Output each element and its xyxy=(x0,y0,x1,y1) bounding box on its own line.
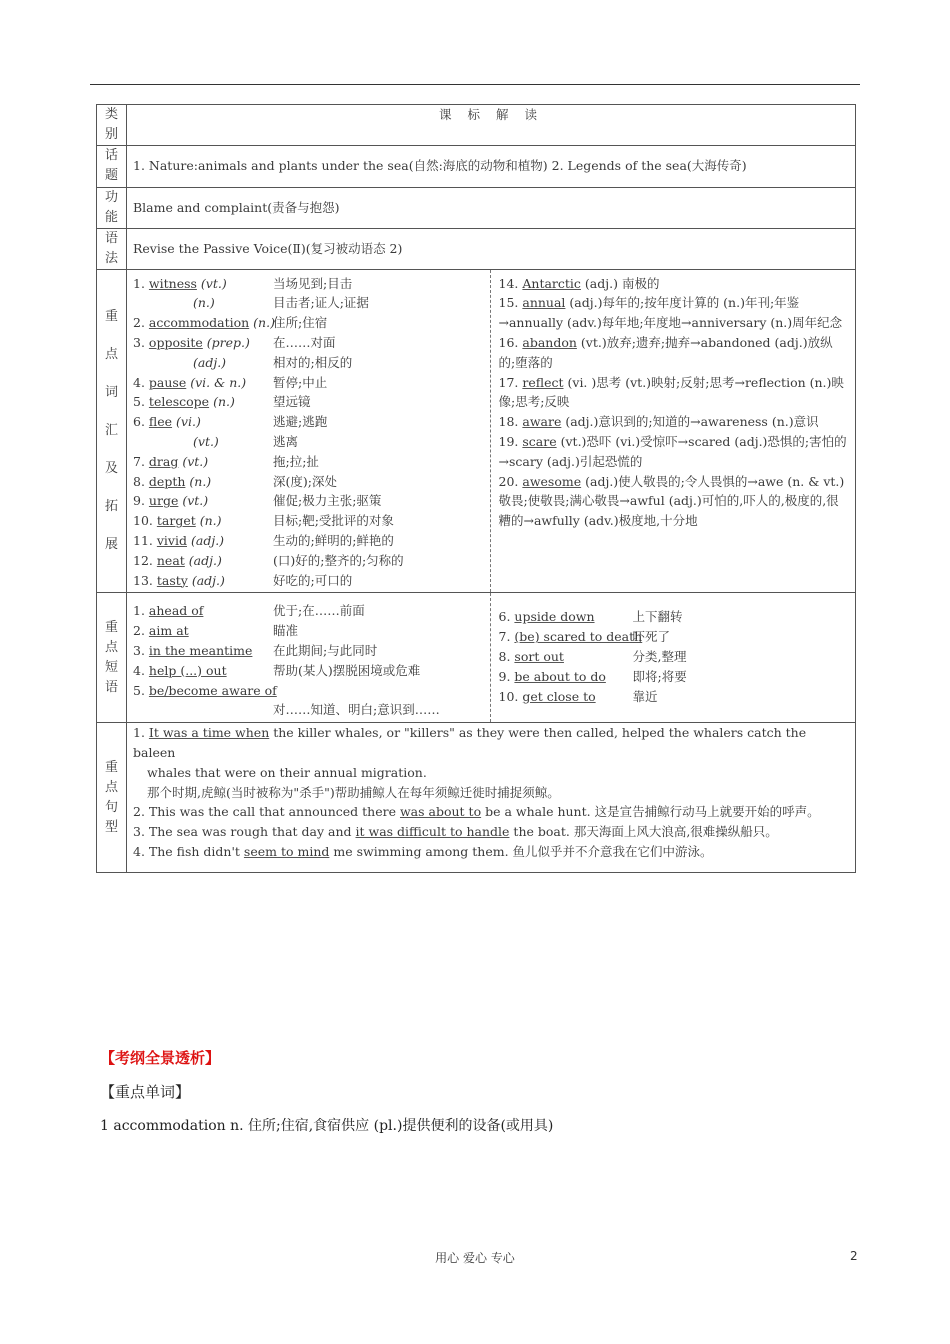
vocab-meaning: 目击者;证人;证据 xyxy=(273,295,369,311)
vocab-item xyxy=(133,472,484,492)
vocab-word: 4. pause (vi. & n.) xyxy=(133,374,247,390)
phrase-meaning xyxy=(273,681,484,701)
vocab-word: 8. depth (n.) xyxy=(133,473,212,489)
phrase-meaning: 在此期间;与此同时 xyxy=(273,642,378,658)
topic-row xyxy=(97,145,856,187)
sentence-1: 1. It was a time when the killer whales, or "killers" as they were then called, helped the whalers catch the baleen xyxy=(133,725,807,760)
vocab-item xyxy=(133,511,484,531)
sentence-1-cn: 那个时期,虎鲸(当时被称为"杀手")帮助捕鲸人在每年须鲸迁徙时捕捉须鲸。 xyxy=(147,784,560,800)
vocab-word: 5. telescope (n.) xyxy=(133,394,235,410)
sentences-row xyxy=(97,723,856,873)
vocab-item: 15. annual (adj.)每年的;按年度计算的 (n.)年刊;年鉴→annually (adv.)每年地;年度地→anniversary (n.)周年纪念 xyxy=(498,295,843,331)
vocab-item xyxy=(133,353,484,373)
section-title: 【考纲全景透析】 xyxy=(100,1049,221,1067)
vocab-item xyxy=(133,373,484,393)
phrases-row xyxy=(97,593,856,723)
vocab-item xyxy=(133,333,484,353)
phrase-item xyxy=(499,667,850,687)
sentences-cell xyxy=(127,723,856,873)
entry-text: 1 accommodation n. 住所;住宿,食宿供应 (pl.)提供便利的设备(或用具) xyxy=(100,1118,554,1134)
footer-text: 用心 爱心 专心 xyxy=(435,1251,515,1265)
topic-category: 话题 xyxy=(97,145,127,187)
vocab-word: 2. accommodation (n.) xyxy=(133,315,275,331)
vocab-item: 17. reflect (vi. )思考 (vt.)映射;反射;思考→reflection (n.)映像;思考;反映 xyxy=(498,374,844,410)
table-title: 课 标 解 读 xyxy=(127,105,856,146)
phrases-left-list xyxy=(133,593,491,722)
vocab-meaning: 住所;住宿 xyxy=(273,315,328,331)
grammar-row xyxy=(97,228,856,269)
phrase-meaning: 即将;将要 xyxy=(632,668,687,684)
vocab-item xyxy=(133,571,484,591)
vocab-row xyxy=(97,269,856,593)
phrase-item xyxy=(133,681,484,701)
phrase-text: 10. get close to xyxy=(498,688,596,704)
page-number: 2 xyxy=(850,1249,858,1263)
vocab-word: 7. drag (vt.) xyxy=(133,453,209,469)
phrases-right-list xyxy=(491,593,850,722)
vocab-meaning: 催促;极力主张;驱策 xyxy=(273,493,382,509)
vocab-item xyxy=(133,412,484,432)
phrase-item xyxy=(133,621,484,641)
vocab-word: 10. target (n.) xyxy=(133,513,222,529)
vocab-item: 14. Antarctic (adj.) 南极的 xyxy=(498,275,660,291)
vocab-meaning: 生动的;鲜明的;鲜艳的 xyxy=(273,532,394,548)
sentences-category-text: 重 点 句 型 xyxy=(104,759,118,835)
header-rule xyxy=(90,84,860,85)
phrase-item xyxy=(499,687,850,707)
vocab-item xyxy=(133,452,484,472)
phrase-item xyxy=(133,661,484,681)
phrase-meaning: 上下翻转 xyxy=(632,609,683,625)
vocab-item xyxy=(133,531,484,551)
phrase-item xyxy=(499,627,850,647)
table-header-row xyxy=(97,105,856,146)
vocab-word: 6. flee (vi.) xyxy=(133,414,201,430)
vocab-item: 18. aware (adj.)意识到的;知道的→awareness (n.)意识 xyxy=(498,414,819,430)
phrase-meaning: 瞄准 xyxy=(273,623,299,639)
phrase-text: 5. be/become aware of xyxy=(133,682,277,698)
vocab-meaning: 好吃的;可口的 xyxy=(273,572,353,588)
vocab-word: 11. vivid (adj.) xyxy=(133,532,225,548)
vocab-meaning: 拖;拉;扯 xyxy=(273,453,319,469)
phrase-item xyxy=(133,641,484,661)
vocab-item xyxy=(133,551,484,571)
vocab-left-list xyxy=(133,270,491,593)
vocab-meaning: 当场见到;目击 xyxy=(273,275,353,291)
phrase-meaning: 靠近 xyxy=(632,688,658,704)
phrase-text: 3. in the meantime xyxy=(133,642,253,658)
function-text: Blame and complaint(责备与抱怨) xyxy=(127,187,856,228)
vocab-word: 13. tasty (adj.) xyxy=(133,572,225,588)
phrase-text: 6. upside down xyxy=(498,609,595,625)
function-row xyxy=(97,187,856,228)
function-category: 功能 xyxy=(97,187,127,228)
sentence-3: 3. The sea was rough that day and it was difficult to handle the boat. 那天海面上风大浪高,很难操纵船只。 xyxy=(133,824,778,840)
vocab-meaning: (口)好的;整齐的;匀称的 xyxy=(273,552,404,568)
syllabus-table xyxy=(96,104,856,873)
phrase-meaning: 优于;在……前面 xyxy=(273,603,365,619)
sentence-2: 2. This was the call that announced there was about to be a whale hunt. 这是宣告捕鲸行动马上就要开始的呼声。 xyxy=(133,804,820,820)
vocab-item: 16. abandon (vt.)放弃;遗弃;抛弃→abandoned (adj.)放纵的;堕落的 xyxy=(498,334,833,370)
vocab-word: 1. witness (vt.) xyxy=(133,275,227,291)
vocab-word: 3. opposite (prep.) xyxy=(133,334,250,350)
category-header: 类别 xyxy=(97,105,127,146)
phrases-category xyxy=(97,593,127,723)
vocab-right-list xyxy=(491,270,850,593)
vocab-word: (adj.) xyxy=(193,354,227,370)
vocab-meaning: 相对的;相反的 xyxy=(273,354,353,370)
vocab-word: (vt.) xyxy=(193,433,219,449)
vocab-word: (n.) xyxy=(193,295,215,311)
vocab-item xyxy=(133,313,484,333)
phrase-tail: 对……知道、明白;意识到…… xyxy=(273,702,440,718)
vocab-category xyxy=(97,269,127,593)
vocab-meaning: 暂停;中止 xyxy=(273,374,328,390)
vocab-meaning: 深(度);深处 xyxy=(273,473,337,489)
vocab-item xyxy=(133,432,484,452)
vocab-meaning: 望远镜 xyxy=(273,394,311,410)
vocab-item xyxy=(133,491,484,511)
phrases-category-text: 重 点 短 语 xyxy=(104,619,118,695)
vocab-meaning: 目标;靶;受批评的对象 xyxy=(273,513,394,529)
vocab-meaning: 在……对面 xyxy=(273,334,336,350)
grammar-text: Revise the Passive Voice(Ⅱ)(复习被动语态 2) xyxy=(127,228,856,269)
sentences-category xyxy=(97,723,127,873)
phrase-text: 4. help (...) out xyxy=(133,662,227,678)
vocab-word: 9. urge (vt.) xyxy=(133,493,209,509)
vocab-meaning: 逃离 xyxy=(273,433,299,449)
phrase-item xyxy=(499,607,850,627)
phrase-text: 9. be about to do xyxy=(498,668,606,684)
phrase-item xyxy=(133,601,484,621)
phrase-text: 2. aim at xyxy=(133,623,189,639)
vocab-category-text: 重 点 词 汇 及 拓 展 xyxy=(104,308,118,552)
sentence-4: 4. The fish didn't seem to mind me swimming among them. 鱼儿似乎并不介意我在它们中游泳。 xyxy=(133,843,713,859)
vocab-meaning: 逃避;逃跑 xyxy=(273,414,328,430)
topic-text: 1. Nature:animals and plants under the sea(自然:海底的动物和植物) 2. Legends of the sea(大海传奇) xyxy=(127,145,856,187)
vocab-item xyxy=(133,293,484,313)
phrase-text: 8. sort out xyxy=(498,648,564,664)
vocab-item xyxy=(133,392,484,412)
vocab-item: 20. awesome (adj.)使人敬畏的;令人畏惧的→awe (n. & vt.)敬畏;使敬畏;满心敬畏→awful (adj.)可怕的,吓人的,极度的,很糟的→awfully (adv.)极度地,十分地 xyxy=(498,473,845,529)
vocab-item: 19. scare (vt.)恐吓 (vi.)受惊吓→scared (adj.)恐惧的;害怕的→scary (adj.)引起恐慌的 xyxy=(498,433,847,469)
phrase-text: 7. (be) scared to death xyxy=(498,629,643,645)
phrase-item xyxy=(499,647,850,667)
vocab-item xyxy=(133,274,484,294)
sentence-1-cont: whales that were on their annual migration. xyxy=(147,764,427,780)
grammar-category: 语法 xyxy=(97,228,127,269)
phrase-text: 1. ahead of xyxy=(133,603,204,619)
phrase-meaning: 分类,整理 xyxy=(632,648,687,664)
phrase-meaning: 帮助(某人)摆脱困境或危难 xyxy=(273,662,421,678)
vocab-word: 12. neat (adj.) xyxy=(133,552,222,568)
phrase-meaning: 吓死了 xyxy=(632,629,671,645)
sub-title: 【重点单词】 xyxy=(100,1083,191,1101)
